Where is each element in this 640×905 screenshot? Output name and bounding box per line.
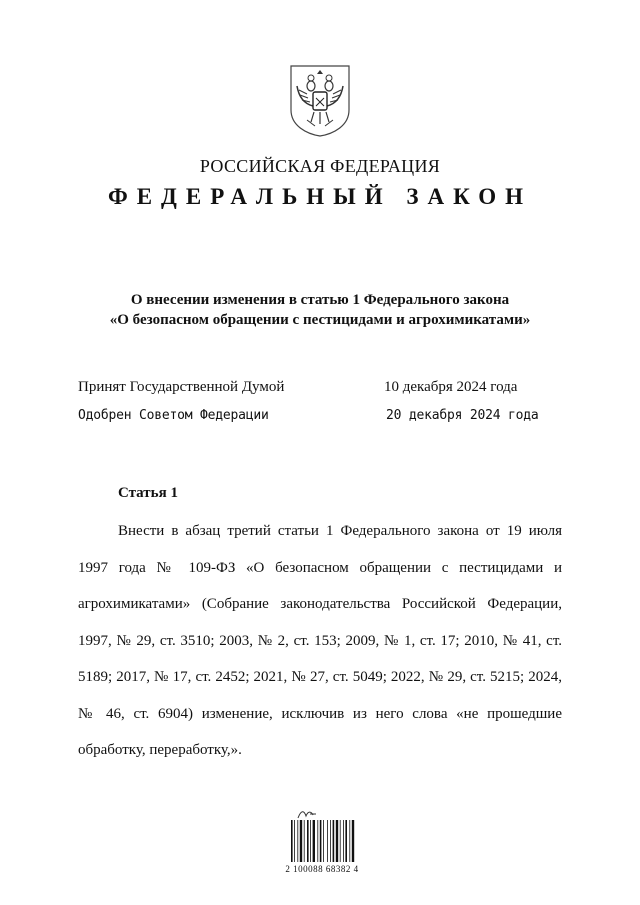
article-heading: Статья 1 <box>118 485 178 501</box>
registration-mark-icon <box>296 808 318 820</box>
council-approval-label: Одобрен Советом Федерации <box>78 408 269 423</box>
document-type: ФЕДЕРАЛЬНЫЙ ЗАКОН <box>107 184 533 209</box>
law-title-line-1: О внесении изменения в статью 1 Федерального закона <box>130 292 510 308</box>
barcode-number: 2 100088 68382 4 <box>285 864 359 874</box>
law-title-line-2: «О безопасном обращении с пестицидами и агрохимикатами» <box>109 312 531 328</box>
country-name: РОССИЙСКАЯ ФЕДЕРАЦИЯ <box>199 156 441 176</box>
russian-coat-of-arms-icon <box>287 64 353 138</box>
article-text: Внести в абзац третий статьи 1 Федерального закона от 19 июля 1997 года № 109-ФЗ «О безопасном обращении с пестицидами и агрохимикатами» (Собрание законодательства Российской Федерации, 1997, № 29, ст. 3510; 2003, № 2, ст. 153; 2009, № 1, ст. 17; 2010, № 41, ст. 5189; 2017, № 17, ст. 2452; 2021, № 27, ст. 5049; 2022, № 29, ст. 5215; 2024, № 46, ст. 6904) изменение, исключив из него слова «не прошедшие обработку, переработку,». <box>78 523 562 758</box>
barcode-icon <box>291 820 357 862</box>
law-title <box>0 290 640 330</box>
duma-adoption-label: Принят Государственной Думой <box>78 379 285 395</box>
duma-adoption-date: 10 декабря 2024 года <box>384 379 518 395</box>
council-approval-date: 20 декабря 2024 года <box>386 408 539 423</box>
